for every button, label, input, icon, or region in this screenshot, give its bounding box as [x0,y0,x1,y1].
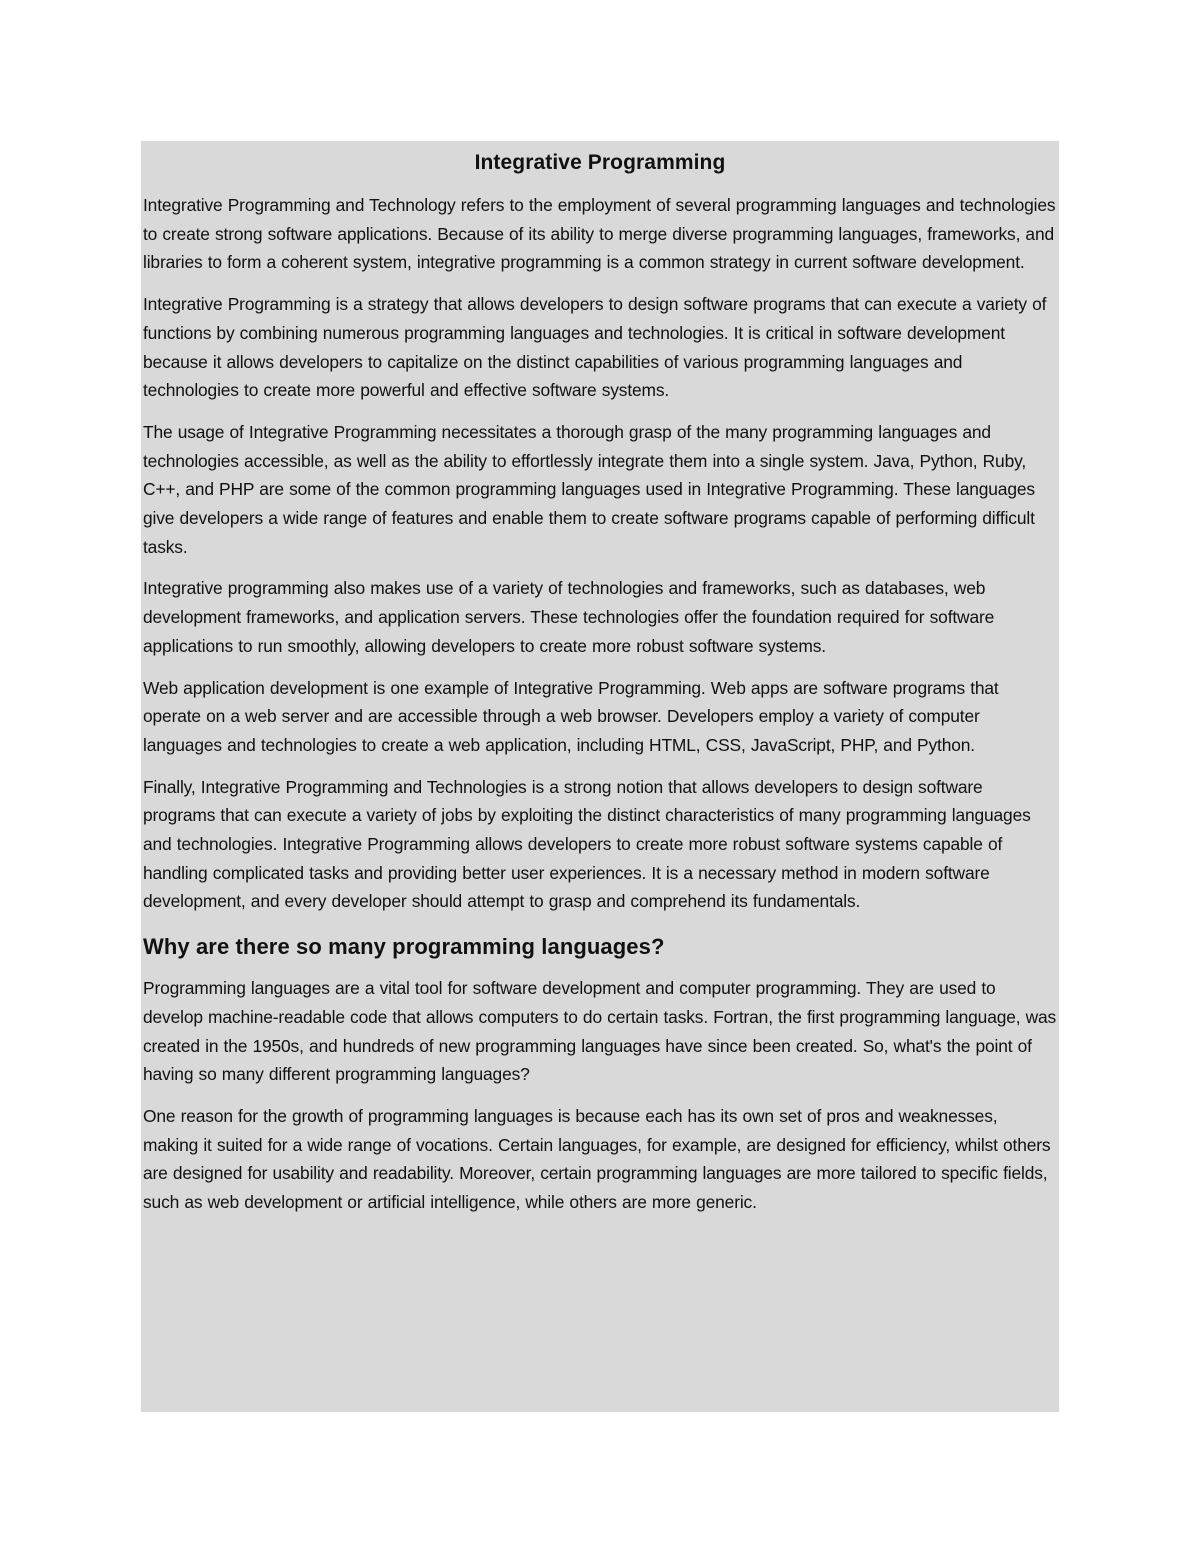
paragraph-conclusion: Finally, Integrative Programming and Technologies is a strong notion that allows developers to design software programs that can execute a variety of jobs by exploiting the distinct characteristics of many programming languages and technologies. Integrative Programming allows developers to create more robust software systems capable of handling complicated tasks and providing better user experiences. It is a necessary method in modern software development, and every developer should attempt to grasp and comprehend its fundamentals. [143,776,1031,912]
section-heading: Why are there so many programming languages? [143,934,665,960]
paragraph-definition: Integrative Programming and Technology refers to the employment of several programming languages and technologies to create strong software applications. Because of its ability to merge diverse programming languages, frameworks, and libraries to form a coherent system, integrative programming is a common strategy in current software development. [143,195,1056,273]
paragraph-web-example: Web application development is one example of Integrative Programming. Web apps are software programs that operate on a web server and are accessible through a web browser. Developers employ a variety of computer languages and technologies to create a web application, including HTML, CSS, JavaScript, PHP, and Python. [143,677,999,755]
paragraph-technologies: Integrative programming also makes use of a variety of technologies and frameworks, such as databases, web development frameworks, and application servers. These technologies offer the foundation required for software applications to run smoothly, allowing developers to create more robust software systems. [143,578,995,656]
paragraph-strategy: Integrative Programming is a strategy that allows developers to design software programs that can execute a variety of functions by combining numerous programming languages and technologies. It is critical in software development because it allows developers to capitalize on the distinct capabilities of various programming languages and technologies to create more powerful and effective software systems. [143,294,1047,401]
shaded-text-block [141,141,1059,1412]
document-title: Integrative Programming [474,151,726,174]
paragraph-usage: The usage of Integrative Programming necessitates a thorough grasp of the many programming languages and technologies accessible, as well as the ability to effortlessly integrate them into a single system. Java, Python, Ruby, C++, and PHP are some of the common programming languages used in Integrative Programming. These languages give developers a wide range of features and enable them to create software programs capable of performing difficult tasks. [143,421,1035,557]
paragraph-languages-intro: Programming languages are a vital tool for software development and computer programming. They are used to develop machine-readable code that allows computers to do certain tasks. Fortran, the first programming language, was created in the 1950s, and hundreds of new programming languages have since been created. So, what's the point of having so many different programming languages? [143,978,1057,1085]
paragraph-languages-reason: One reason for the growth of programming languages is because each has its own set of pros and weaknesses, making it suited for a wide range of vocations. Certain languages, for example, are designed for efficiency, whilst others are designed for usability and readability. Moreover, certain programming languages are more tailored to specific fields, such as web development or artificial intelligence, while others are more generic. [143,1105,1051,1213]
